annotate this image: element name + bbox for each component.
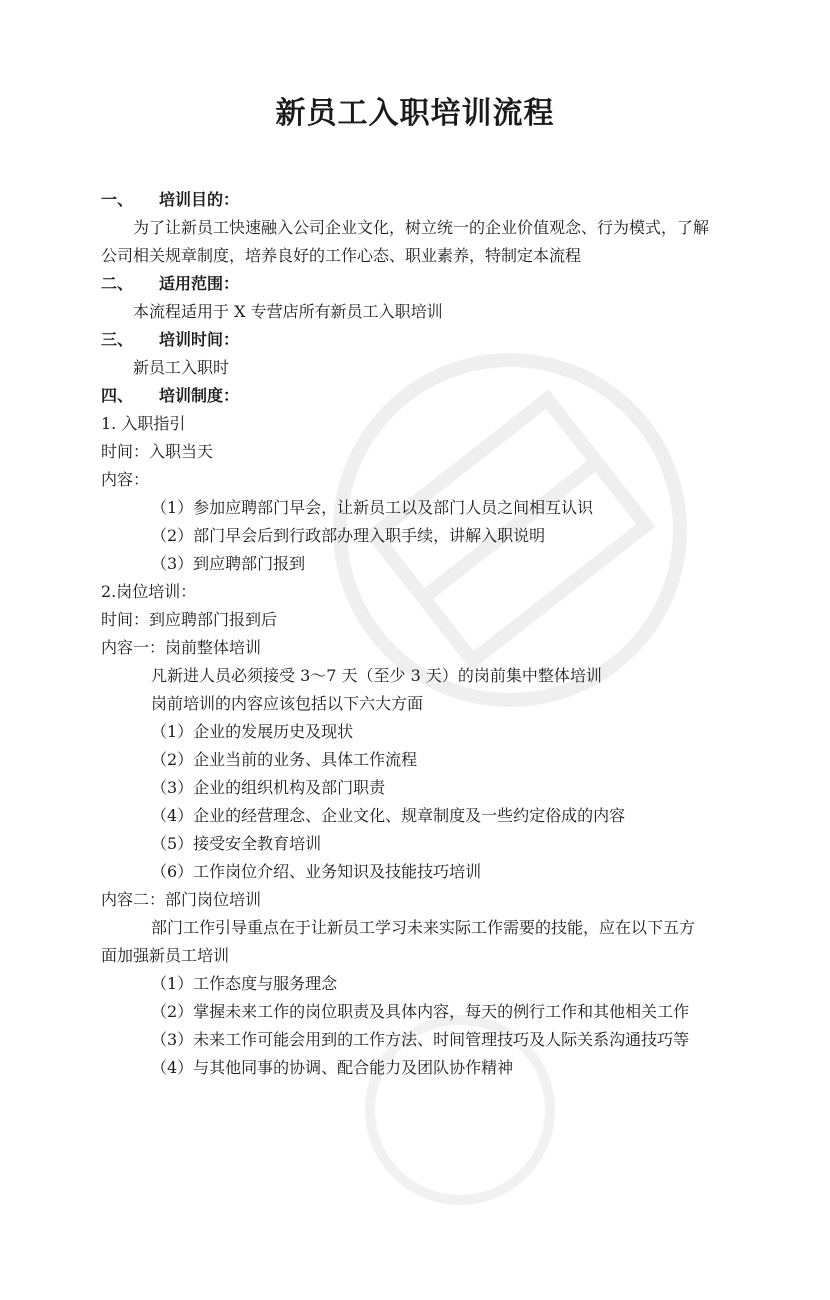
part-2-content-2-item: （3）未来工作可能会用到的工作方法、时间管理技巧及人际关系沟通技巧等 [151, 1030, 690, 1049]
part-2-time: 时间：到应聘部门报到后 [101, 610, 278, 629]
section-2-number: 二、 [101, 274, 134, 293]
section-1-para-line-2: 公司相关规章制度，培养良好的工作心态、职业素养，特制定本流程 [101, 246, 582, 265]
part-2-content-1-item: （3）企业的组织机构及部门职责 [151, 778, 386, 797]
section-1-para-line-1: 为了让新员工快速融入公司企业文化，树立统一的企业价值观念、行为模式，了解 [133, 218, 710, 237]
section-1-number: 一、 [101, 190, 134, 209]
section-3-para: 新员工入职时 [133, 358, 230, 377]
section-3-number: 三、 [101, 330, 134, 349]
section-2-title: 适用范围： [159, 274, 240, 293]
part-1-time: 时间：入职当天 [101, 442, 214, 461]
part-1-item: （2）部门早会后到行政部办理入职手续，讲解入职说明 [151, 526, 546, 545]
part-2-content-2-line-1: 部门工作引导重点在于让新员工学习未来实际工作需要的技能，应在以下五方 [151, 918, 696, 937]
part-2-content-1-item: （1）企业的发展历史及现状 [151, 722, 354, 741]
section-1-title: 培训目的： [159, 190, 240, 209]
part-2-content-2-title: 内容二：部门岗位培训 [101, 890, 262, 909]
section-4-heading [101, 385, 239, 407]
section-2-para: 本流程适用于 X 专营店所有新员工入职培训 [133, 302, 443, 321]
part-1-title: 1. 入职指引 [101, 414, 186, 433]
section-3-heading [101, 329, 239, 351]
page-title: 新员工入职培训流程 [275, 96, 555, 131]
section-1-heading [101, 189, 239, 211]
part-2-title: 2.岗位培训： [101, 582, 197, 601]
part-2-content-2-item: （1）工作态度与服务理念 [151, 974, 338, 993]
section-3-title: 培训时间： [159, 330, 240, 349]
section-2-heading [101, 273, 239, 295]
section-4-title: 培训制度： [159, 386, 240, 405]
part-1-content-label: 内容： [101, 470, 150, 489]
part-2-content-2-item: （2）掌握未来工作的岗位职责及具体内容，每天的例行工作和其他相关工作 [151, 1002, 690, 1021]
part-1-item: （1）参加应聘部门早会，让新员工以及部门人员之间相互认识 [151, 498, 594, 517]
part-2-content-2-item: （4）与其他同事的协调、配合能力及团队协作精神 [151, 1058, 514, 1077]
part-1-item: （3）到应聘部门报到 [151, 554, 306, 573]
part-2-content-1-line-2: 岗前培训的内容应该包括以下六大方面 [151, 694, 424, 713]
part-2-content-1-item: （2）企业当前的业务、具体工作流程 [151, 750, 418, 769]
part-2-content-1-item: （5）接受安全教育培训 [151, 834, 322, 853]
part-2-content-1-line-1: 凡新进人员必须接受 3～7 天（至少 3 天）的岗前集中整体培训 [151, 666, 602, 685]
part-2-content-1-item: （6）工作岗位介绍、业务知识及技能技巧培训 [151, 862, 482, 881]
part-2-content-1-title: 内容一：岗前整体培训 [101, 638, 262, 657]
part-2-content-1-item: （4）企业的经营理念、企业文化、规章制度及一些约定俗成的内容 [151, 806, 626, 825]
part-2-content-2-line-2: 面加强新员工培训 [101, 946, 230, 965]
section-4-number: 四、 [101, 386, 134, 405]
